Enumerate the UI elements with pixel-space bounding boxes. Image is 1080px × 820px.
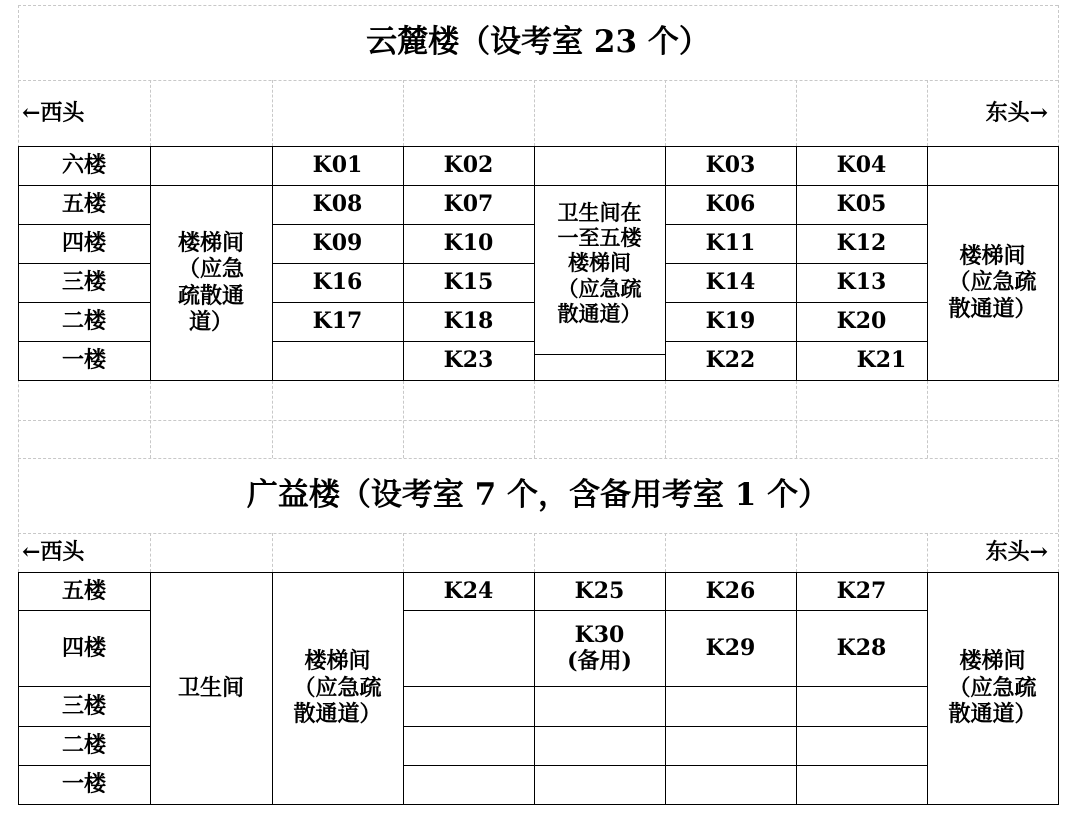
yunlu-building-title: 云麓楼（设考室 23 个） xyxy=(366,23,710,60)
exam-room-cell: K19 xyxy=(705,308,756,335)
exam-room-cell: K26 xyxy=(705,577,756,604)
guangyi-floor-label: 五楼 xyxy=(61,577,106,604)
guangyi-floor-label: 一楼 xyxy=(61,771,106,798)
guangyi-mid-stairwell: 楼梯间 （应急疏 散通道） xyxy=(293,648,382,728)
exam-room-cell: K25 xyxy=(574,577,625,604)
guangyi-building-title: 广益楼（设考室 7 个，含备用考室 1 个） xyxy=(246,476,830,513)
yunlu-floor-label: 二楼 xyxy=(61,308,106,335)
exam-room-cell: K27 xyxy=(836,577,887,604)
exam-room-cell: K09 xyxy=(312,230,363,257)
exam-room-cell: K08 xyxy=(312,191,363,218)
exam-room-cell: K29 xyxy=(705,634,756,661)
exam-room-cell: K21 xyxy=(856,347,907,374)
exam-room-cell: K18 xyxy=(443,308,494,335)
exam-room-cell: K22 xyxy=(705,347,756,374)
yunlu-center-restroom-stairwell-note: 卫生间在 一至五楼 楼梯间 （应急疏 散通道） xyxy=(557,200,642,326)
yunlu-east-end-label: 东头→ xyxy=(985,99,1048,126)
guangyi-east-end-label: 东头→ xyxy=(985,539,1048,566)
yunlu-floor-label: 一楼 xyxy=(61,347,106,374)
exam-room-cell: K05 xyxy=(836,191,887,218)
exam-room-cell: K10 xyxy=(443,230,494,257)
yunlu-floor-label: 三楼 xyxy=(61,269,106,296)
exam-room-cell: K04 xyxy=(836,152,887,179)
exam-room-cell: K14 xyxy=(705,269,756,296)
exam-room-cell: K06 xyxy=(705,191,756,218)
guangyi-west-end-label: ←西头 xyxy=(22,539,85,566)
exam-room-cell: K01 xyxy=(312,152,363,179)
guangyi-floor-label: 二楼 xyxy=(61,732,106,759)
yunlu-east-stairwell: 楼梯间 （应急疏 散通道） xyxy=(948,242,1037,322)
guangyi-restroom: 卫生间 xyxy=(177,674,244,701)
exam-room-cell: K28 xyxy=(836,634,887,661)
exam-room-cell: K11 xyxy=(705,230,756,257)
exam-room-cell: K13 xyxy=(836,269,887,296)
yunlu-west-stairwell: 楼梯间 （应急 疏散通 道） xyxy=(177,229,244,335)
exam-room-cell-backup: K30 (备用) xyxy=(567,621,632,674)
exam-room-cell: K16 xyxy=(312,269,363,296)
exam-room-cell: K02 xyxy=(443,152,494,179)
exam-room-cell: K03 xyxy=(705,152,756,179)
yunlu-floor-label: 四楼 xyxy=(61,230,106,257)
exam-room-cell xyxy=(403,610,534,686)
guangyi-floor-label: 四楼 xyxy=(61,634,106,661)
yunlu-floor-label: 六楼 xyxy=(61,152,106,179)
guangyi-east-stairwell: 楼梯间 （应急疏 散通道） xyxy=(948,648,1037,728)
exam-room-cell: K23 xyxy=(443,347,494,374)
exam-room-cell: K20 xyxy=(836,308,887,335)
exam-room-cell xyxy=(272,341,403,380)
exam-room-cell: K17 xyxy=(312,308,363,335)
yunlu-west-end-label: ←西头 xyxy=(22,99,85,126)
guangyi-floor-label: 三楼 xyxy=(61,692,106,719)
exam-room-cell: K15 xyxy=(443,269,494,296)
exam-room-cell: K07 xyxy=(443,191,494,218)
exam-room-cell: K12 xyxy=(836,230,887,257)
yunlu-floor-label: 五楼 xyxy=(61,191,106,218)
exam-room-cell: K24 xyxy=(443,577,494,604)
